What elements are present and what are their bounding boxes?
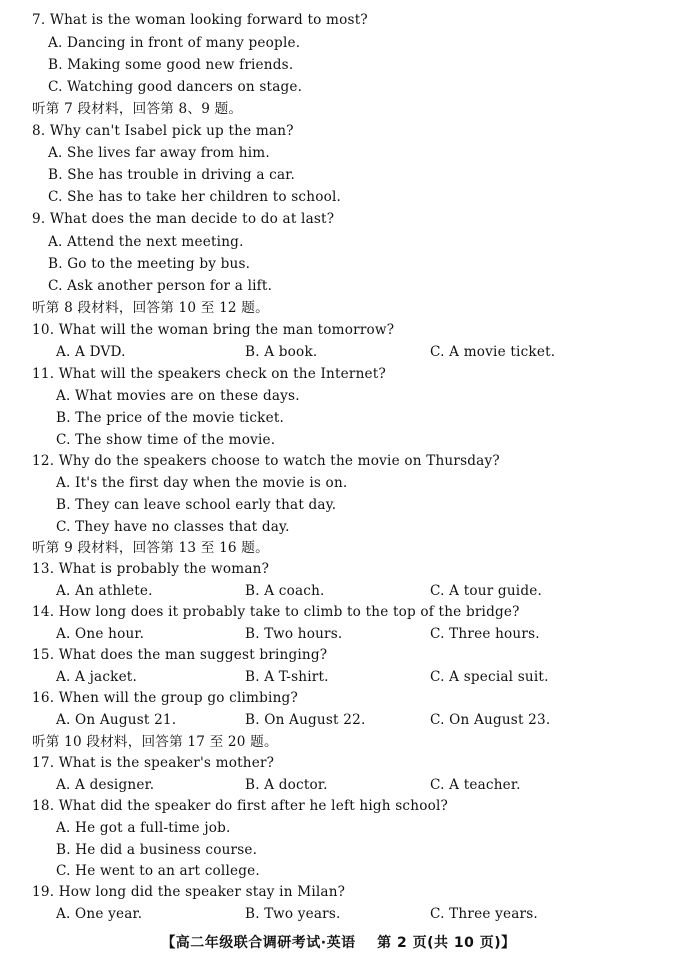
option-14a: A. One hour. (56, 626, 145, 642)
option-16c: C. On August 23. (430, 712, 551, 728)
option-8c: C. She has to take her children to school. (48, 189, 342, 205)
option-13c: C. A tour guide. (430, 583, 542, 599)
option-8b: B. She has trouble in driving a car. (48, 167, 295, 183)
question-11: 11. What will the speakers check on the Internet? (32, 366, 386, 382)
option-12b: B. They can leave school early that day. (56, 497, 337, 513)
option-14b: B. Two hours. (245, 626, 343, 642)
option-9a: A. Attend the next meeting. (48, 234, 244, 250)
option-18a: A. He got a full-time job. (56, 820, 231, 836)
option-7a: A. Dancing in front of many people. (48, 35, 301, 51)
question-9: 9. What does the man decide to do at last? (32, 211, 335, 227)
question-16: 16. When will the group go climbing? (32, 690, 298, 706)
question-17: 17. What is the speaker's mother? (32, 755, 275, 771)
option-12a: A. It's the first day when the movie is on. (56, 475, 348, 491)
option-12c: C. They have no classes that day. (56, 519, 290, 535)
section-heading-10: 听第 10 段材料，回答第 17 至 20 题。 (32, 734, 278, 750)
option-15b: B. A T-shirt. (245, 669, 329, 685)
question-10: 10. What will the woman bring the man tomorrow? (32, 322, 395, 338)
option-17b: B. A doctor. (245, 777, 328, 793)
footer-page-number: 第 2 页(共 10 页)】 (377, 935, 516, 951)
option-11b: B. The price of the movie ticket. (56, 410, 285, 426)
option-17c: C. A teacher. (430, 777, 521, 793)
footer-exam-title: 【高二年级联合调研考试·英语 (161, 935, 356, 951)
question-13: 13. What is probably the woman? (32, 561, 270, 577)
option-19b: B. Two years. (245, 906, 341, 922)
option-16b: B. On August 22. (245, 712, 366, 728)
option-15c: C. A special suit. (430, 669, 549, 685)
option-8a: A. She lives far away from him. (48, 145, 270, 161)
option-10c: C. A movie ticket. (430, 344, 556, 360)
question-12: 12. Why do the speakers choose to watch the movie on Thursday? (32, 453, 500, 469)
section-heading-9: 听第 9 段材料，回答第 13 至 16 题。 (32, 540, 269, 556)
option-10b: B. A book. (245, 344, 318, 360)
option-15a: A. A jacket. (56, 669, 137, 685)
question-18: 18. What did the speaker do first after he left high school? (32, 798, 449, 814)
question-14: 14. How long does it probably take to climb to the top of the bridge? (32, 604, 520, 620)
option-11c: C. The show time of the movie. (56, 432, 276, 448)
option-17a: A. A designer. (56, 777, 155, 793)
section-heading-7: 听第 7 段材料，回答第 8、9 题。 (32, 101, 243, 117)
question-7: 7. What is the woman looking forward to most? (32, 12, 368, 28)
page-footer (0, 932, 677, 952)
option-9c: C. Ask another person for a lift. (48, 278, 273, 294)
option-18c: C. He went to an art college. (56, 863, 260, 879)
option-16a: A. On August 21. (56, 712, 177, 728)
option-13b: B. A coach. (245, 583, 325, 599)
question-19: 19. How long did the speaker stay in Milan? (32, 884, 346, 900)
option-9b: B. Go to the meeting by bus. (48, 256, 251, 272)
option-19a: A. One year. (56, 906, 143, 922)
option-7c: C. Watching good dancers on stage. (48, 79, 303, 95)
option-13a: A. An athlete. (56, 583, 153, 599)
option-19c: C. Three years. (430, 906, 538, 922)
section-heading-8: 听第 8 段材料，回答第 10 至 12 题。 (32, 300, 269, 316)
question-8: 8. Why can't Isabel pick up the man? (32, 123, 294, 139)
option-14c: C. Three hours. (430, 626, 540, 642)
option-10a: A. A DVD. (56, 344, 126, 360)
option-7b: B. Making some good new friends. (48, 57, 294, 73)
option-18b: B. He did a business course. (56, 842, 258, 858)
option-11a: A. What movies are on these days. (56, 388, 300, 404)
question-15: 15. What does the man suggest bringing? (32, 647, 328, 663)
